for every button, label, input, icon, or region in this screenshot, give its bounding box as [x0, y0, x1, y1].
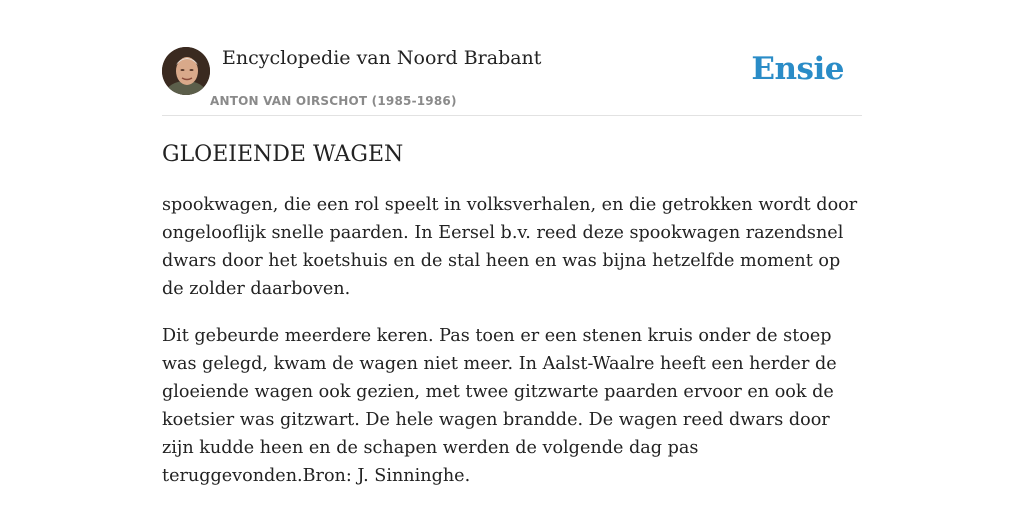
source-title[interactable]: Encyclopedie van Noord Brabant — [222, 47, 542, 69]
author-avatar[interactable] — [162, 47, 210, 95]
author-name[interactable]: ANTON VAN OIRSCHOT (1985-1986) — [210, 94, 457, 108]
entry-card — [162, 44, 862, 509]
person-portrait-icon — [162, 47, 210, 95]
entry-header — [162, 44, 862, 116]
ensie-logo[interactable]: Ensie — [751, 51, 844, 87]
entry-title: GLOEIENDE WAGEN — [162, 142, 404, 167]
entry-paragraph: Dit gebeurde meerdere keren. Pas toen er een stenen kruis onder de stoep was gelegd, kwam de wagen niet meer. In Aalst-Waalre heeft een herder de gloeiende wagen ook gezien, met twee gitzwarte paarden ervoor en ook de koetsier was gitzwart. De hele wagen brandde. De wagen reed dwars door zijn kudde heen en de schapen werden de volgende dag pas teruggevonden.Bron: J. Sinninghe. — [162, 326, 837, 486]
entry-body — [162, 191, 862, 490]
entry-paragraph: spookwagen, die een rol speelt in volksverhalen, en die getrokken wordt door ongelooflijk snelle paarden. In Eersel b.v. reed deze spookwagen razendsnel dwars door het koetshuis en de stal heen en was bijna hetzelfde moment op de zolder daarboven. — [162, 195, 858, 299]
